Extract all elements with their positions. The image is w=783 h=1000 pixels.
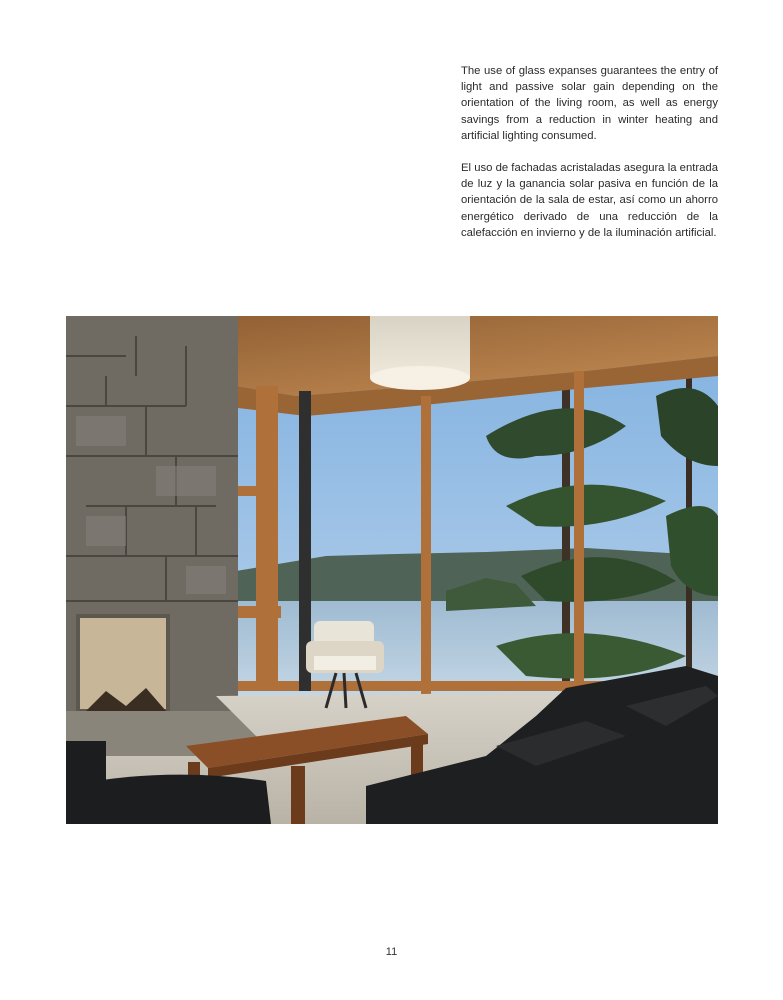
- spanish-paragraph: El uso de fachadas acristaladas asegura la entrada de luz y la ganancia solar pasiva en función de la orientación de la sala de estar, así como un ahorro energético derivado de una reducción de la calefacción en invierno y de la iluminación artificial.: [461, 162, 718, 239]
- english-paragraph: The use of glass expanses guarantees the entry of light and passive solar gain depending on the orientation of the living room, as well as energy savings from a reduction in winter heating and artificial lighting consumed.: [461, 65, 718, 142]
- living-room-photo: [66, 316, 718, 824]
- living-room-illustration: [66, 316, 718, 824]
- text-column: [461, 63, 718, 257]
- fireplace-opening: [78, 616, 168, 711]
- page-number: 11: [385, 946, 398, 958]
